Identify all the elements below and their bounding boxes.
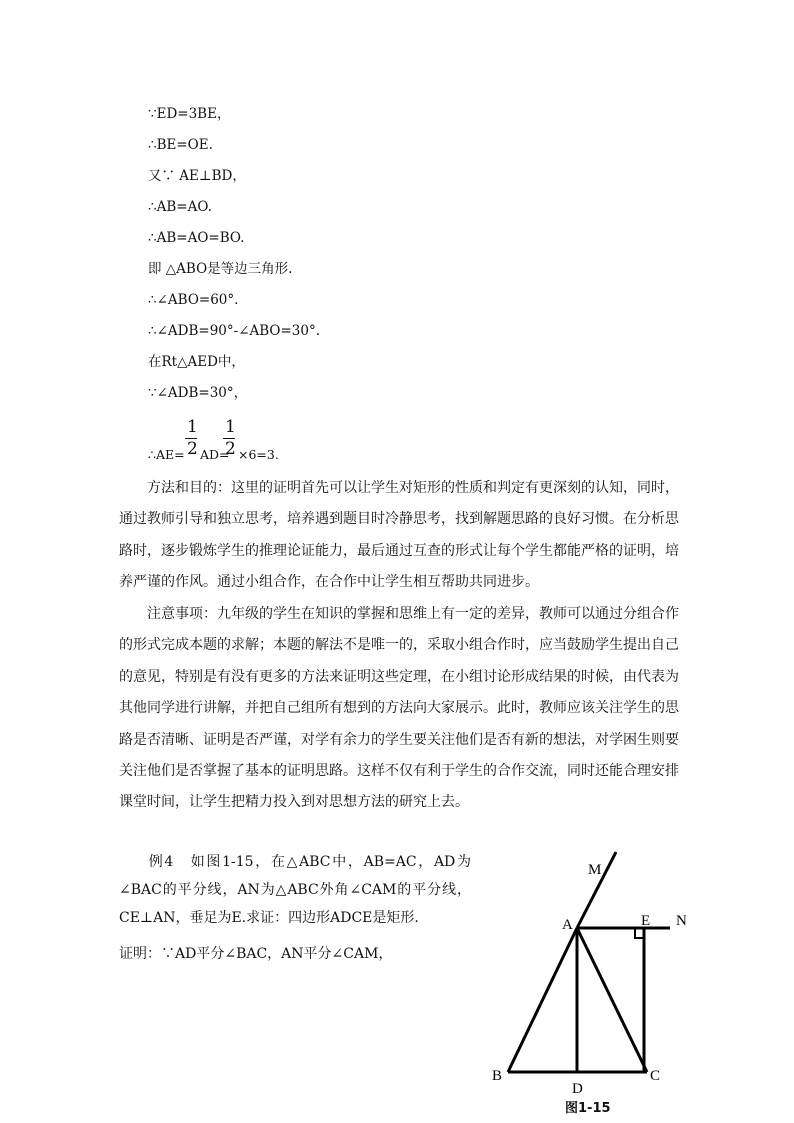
proof-line-10: ∵∠ADB=30°，: [148, 385, 248, 401]
figure-caption: 图1-15: [565, 1101, 611, 1116]
final-prefix: ∴AE=: [148, 447, 185, 462]
proof-line-4: ∴AB=AO.: [148, 199, 212, 215]
proof-line-6: 即 △ABO是等边三角形.: [148, 261, 293, 277]
proof-line-8: ∴∠ADB=90°-∠ABO=30°.: [148, 323, 321, 339]
label-E: E: [641, 913, 651, 929]
example-4: [119, 848, 471, 932]
frac-2-numerator: 1: [225, 417, 236, 437]
label-C: C: [650, 1068, 661, 1084]
segment-AB: [508, 928, 577, 1072]
example-proof-line: 证明：∵AD平分∠BAC，AN平分∠CAM，: [119, 946, 393, 962]
proof-line-9: 在Rt△AED中，: [148, 354, 245, 370]
notes-paragraph: [119, 599, 679, 819]
label-B: B: [492, 1068, 503, 1084]
frac-1-numerator: 1: [187, 417, 198, 437]
proof-line-1: ∵ED=3BE，: [148, 106, 231, 122]
proof-line-2: ∴BE=OE.: [148, 137, 213, 153]
proof-line-7: ∴∠ABO=60°.: [148, 292, 239, 308]
figure-lines: [508, 852, 670, 1072]
frac-2-denominator: 2: [225, 439, 236, 459]
final-suffix: ×6=3.: [238, 447, 279, 462]
example-text: 例4 如图1-15，在△ABC中，AB=AC，AD为∠BAC的平分线，AN为△ABC外角∠CAM的平分线，CE⊥AN，垂足为E.求证：四边形ADCE是矩形.: [119, 854, 471, 926]
final-mid: AD=: [200, 447, 230, 462]
label-M: M: [588, 862, 602, 878]
proof-line-5: ∴AB=AO=BO.: [148, 230, 245, 246]
label-D: D: [572, 1081, 583, 1097]
frac-1-denominator: 2: [187, 439, 198, 459]
label-A: A: [562, 917, 573, 933]
label-N: N: [676, 913, 687, 929]
segment-AC: [577, 928, 647, 1072]
proof-line-3: 又∵ AE⊥BD，: [148, 168, 246, 184]
notes-text: 注意事项：九年级的学生在知识的掌握和思维上有一定的差异，教师可以通过分组合作的形式完成本题的求解；本题的解法不是唯一的，采取小组合作时，应当鼓励学生提出自己的意见，特别是有没有更多的方法来证明这些定理，在小组讨论形成结果的时候，由代表为其他同学进行讲解，并把自己组所有想到的方法向大家展示。此时，教师应该关注学生的思路是否清晰、证明是否严谨，对学有余力的学生要关注他们是否有新的想法，对学困生则要关注他们是否掌握了基本的证明思路。这样不仅有利于学生的合作交流，同时还能合理安排课堂时间，让学生把精力投入到对思想方法的研究上去。: [119, 606, 679, 811]
method-text: 方法和目的：这里的证明首先可以让学生对矩形的性质和判定有更深刻的认知，同时，通过教师引导和独立思考，培养遇到题目时冷静思考，找到解题思路的良好习惯。在分析思路时，逐步锻炼学生的推理论证能力，最后通过互查的形式让每个学生都能严格的证明，培养严谨的作风。通过小组合作，在合作中让学生相互帮助共同进步。: [119, 480, 679, 591]
method-paragraph: [119, 473, 679, 599]
geometry-figure: [480, 850, 690, 1115]
